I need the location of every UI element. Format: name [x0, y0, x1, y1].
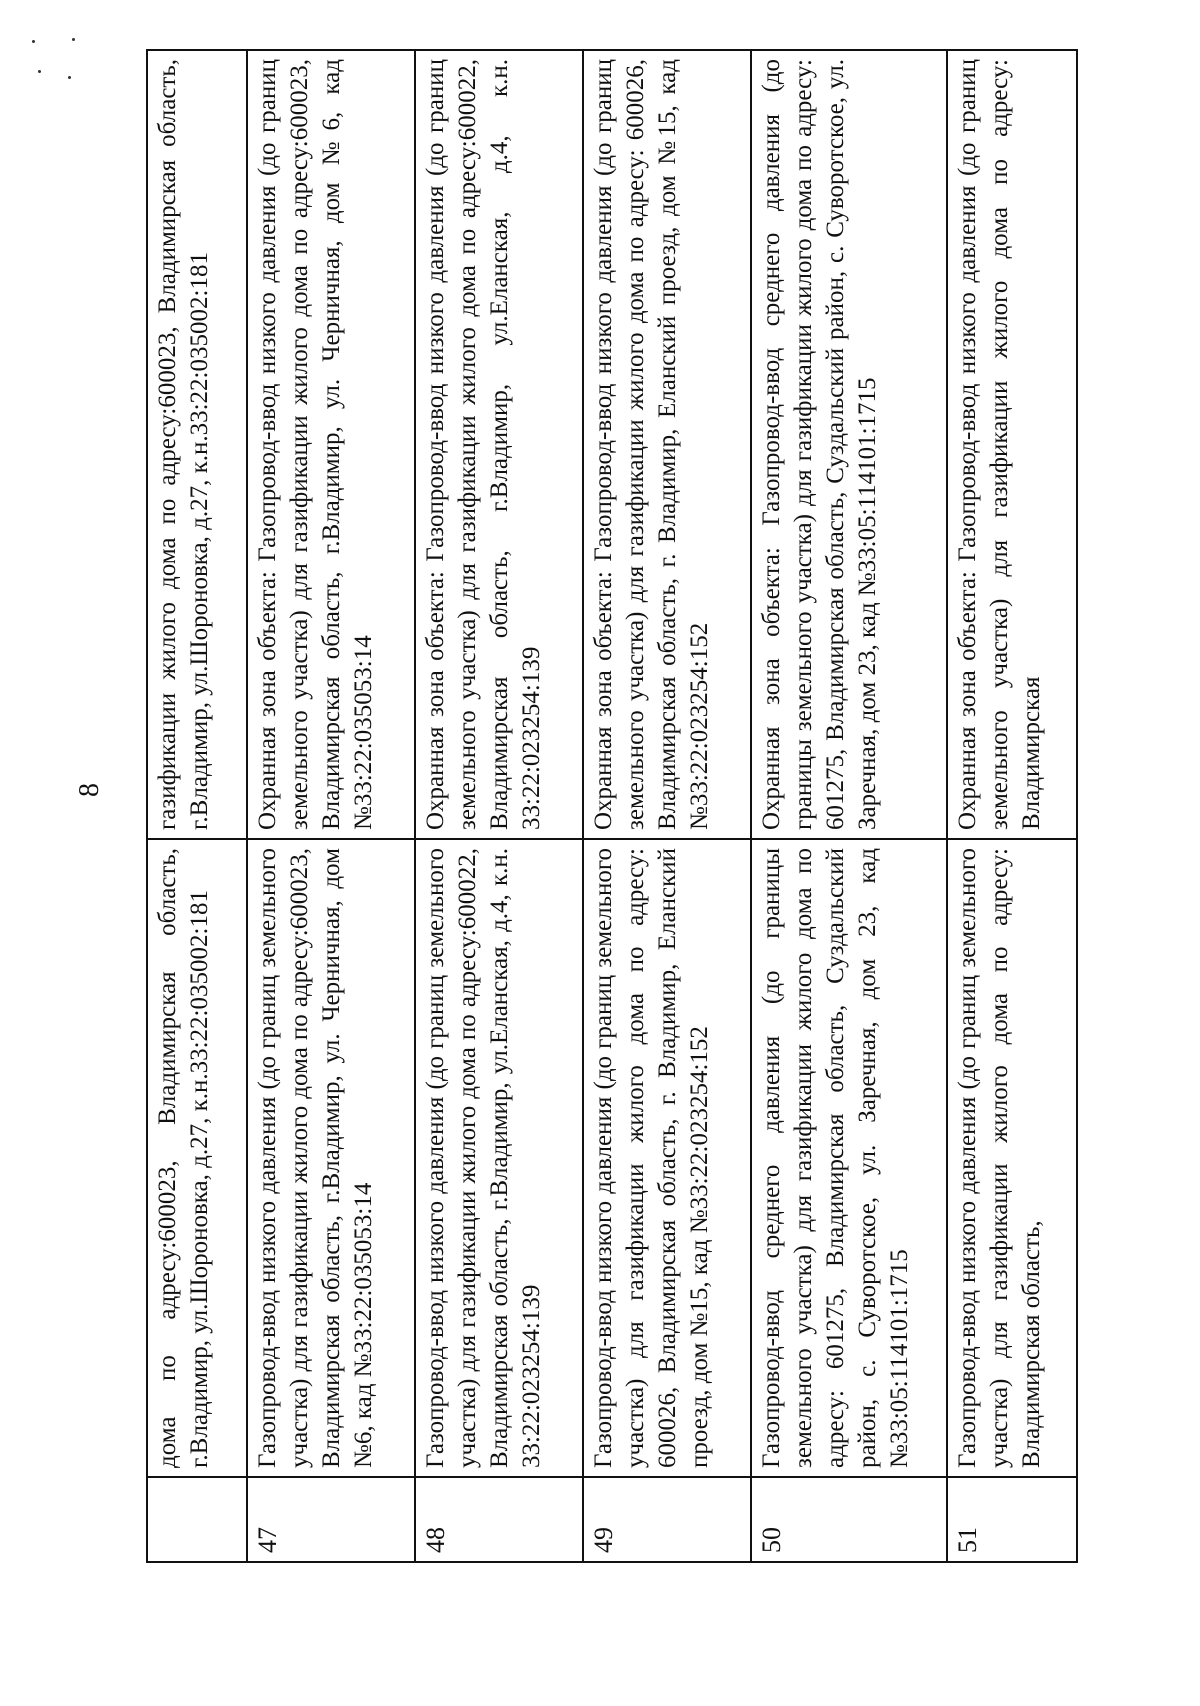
- table-row: [247, 50, 415, 1562]
- row-number: 50: [751, 1477, 947, 1562]
- protection-zone-cell: газификации жилого дома по адресу:600023, Владимирская область, г.Владимир, ул.Шороновка, д.27, к.н.33:22:035002:181: [147, 50, 247, 839]
- object-name-cell: Газопровод-ввод низкого давления (до границ земельного участка) для газификации жилого дома по адресу: Владимирская область,: [947, 839, 1077, 1477]
- row-number: 49: [583, 1477, 751, 1562]
- speck: [38, 70, 41, 73]
- object-name-cell: дома по адресу:600023, Владимирская область, г.Владимир, ул.Шороновка, д.27, к.н.33:22:035002:181: [147, 839, 247, 1477]
- protection-zone-cell: Охранная зона объекта: Газопровод-ввод низкого давления (до границ земельного участка) для газификации жилого дома по адресу:600022, Владимирская область, г.Владимир, ул.Еланская, д.4, к.н. 33:22:023254:139: [415, 50, 583, 839]
- speck: [68, 76, 71, 79]
- table-row: [147, 50, 247, 1562]
- table-row: [947, 50, 1077, 1562]
- object-name-cell: Газопровод-ввод низкого давления (до границ земельного участка) для газификации жилого дома по адресу:600022, Владимирская область, г.Владимир, ул.Еланская, д.4, к.н. 33:22:023254:139: [415, 839, 583, 1477]
- object-name-cell: Газопровод-ввод низкого давления (до границ земельного участка) для газификации жилого дома по адресу: 600026, Владимирская область, г. Владимир, Еланский проезд, дом №15, кад №33:22:023254:152: [583, 839, 751, 1477]
- object-name-cell: Газопровод-ввод среднего давления (до границы земельного участка) для газификации жилого дома по адресу: 601275, Владимирская область, Суздальский район, с. Суворотское, ул. Заречная, дом 23, кад №33:05:114101:1715: [751, 839, 947, 1477]
- page-number: 8: [74, 783, 105, 797]
- table-row: [751, 50, 947, 1562]
- scan-specks: [28, 30, 88, 90]
- protection-zone-cell: Охранная зона объекта: Газопровод-ввод среднего давления (до границы земельного участка) для газификации жилого дома по адресу: 601275, Владимирская область, Суздальский район, с. Суворотское, ул. Заречная, дом 23, кад №33:05:114101:1715: [751, 50, 947, 839]
- rotated-page: [146, 51, 1076, 1563]
- protection-zone-cell: Охранная зона объекта: Газопровод-ввод низкого давления (до границ земельного участка) для газификации жилого дома по адресу: 600026, Владимирская область, г. Владимир, Еланский проезд, дом №15, кад №33:22:023254:152: [583, 50, 751, 839]
- row-number: 47: [247, 1477, 415, 1562]
- table-row: [583, 50, 751, 1562]
- speck: [72, 38, 75, 41]
- object-name-cell: Газопровод-ввод низкого давления (до границ земельного участка) для газификации жилого дома по адресу:600023, Владимирская область, г.Владимир, ул. Черничная, дом №6, кад №33:22:035053:14: [247, 839, 415, 1477]
- speck: [32, 40, 35, 43]
- row-number: 48: [415, 1477, 583, 1562]
- table-row: [415, 50, 583, 1562]
- row-number: 51: [947, 1477, 1077, 1562]
- gas-pipeline-table: [146, 49, 1078, 1563]
- protection-zone-cell: Охранная зона объекта: Газопровод-ввод низкого давления (до границ земельного участка) для газификации жилого дома по адресу:600023, Владимирская область, г.Владимир, ул. Черничная, дом №6, кад №33:22:035053:14: [247, 50, 415, 839]
- protection-zone-cell: Охранная зона объекта: Газопровод-ввод низкого давления (до границ земельного участка) для газификации жилого дома по адресу: Владимирская: [947, 50, 1077, 839]
- row-number: [147, 1477, 247, 1562]
